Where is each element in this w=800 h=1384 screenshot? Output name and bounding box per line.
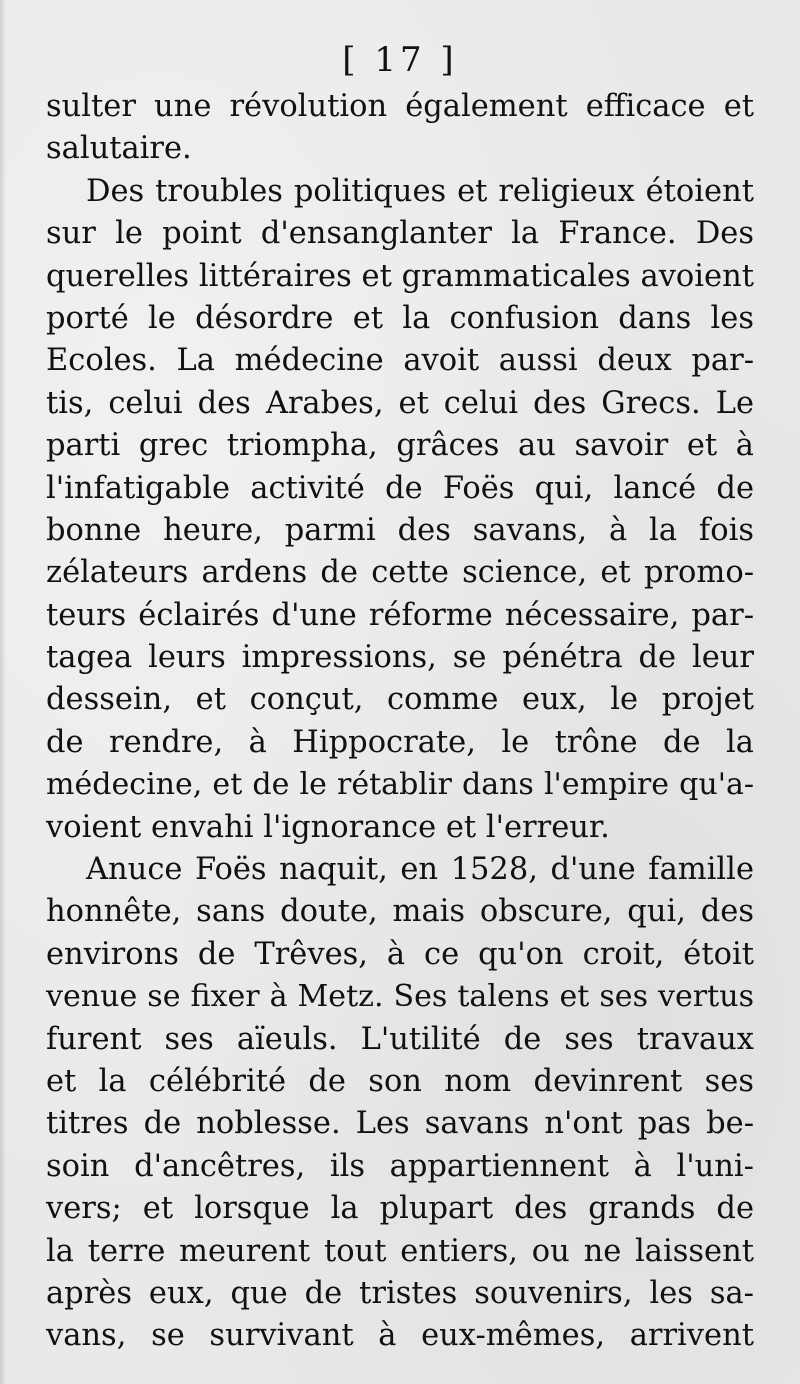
- paragraph: [46, 849, 754, 1358]
- text-line: salutaire.: [46, 131, 192, 167]
- page-number: [ 17 ]: [342, 40, 458, 80]
- text-line: médecine, et de le rétablir dans l'empire qu'a-: [46, 767, 754, 803]
- text-line: teurs éclairés d'une réforme nécessaire, par-: [46, 597, 754, 633]
- text-line: Ecoles. La médecine avoit aussi deux par-: [46, 343, 754, 379]
- text-line: sur le point d'ensanglanter la France. Des: [46, 216, 754, 252]
- text-line: porté le désordre et la confusion dans les: [46, 300, 754, 336]
- text-line: tis, celui des Arabes, et celui des Grecs. Le: [46, 385, 754, 421]
- text-line: environs de Trêves, à ce qu'on croit, étoit: [46, 936, 754, 972]
- text-line: de rendre, à Hippocrate, le trône de la: [46, 724, 754, 760]
- body-text: [46, 86, 754, 1358]
- text-line: tagea leurs impressions, se pénétra de leur: [46, 640, 754, 676]
- text-line: sulter une révolution également efficace et: [46, 89, 754, 124]
- text-line: zélateurs ardens de cette science, et promo-: [46, 555, 754, 591]
- text-line: venue se fixer à Metz. Ses talens et ses vertus: [46, 979, 754, 1015]
- text-line: vers; et lorsque la plupart des grands de: [46, 1191, 754, 1227]
- text-line: voient envahi l'ignorance et l'erreur.: [46, 809, 610, 845]
- text-line: l'infatigable activité de Foës qui, lancé de: [46, 470, 754, 506]
- text-line: parti grec triompha, grâces au savoir et à: [46, 428, 754, 464]
- text-line: dessein, et conçut, comme eux, le projet: [46, 682, 754, 718]
- text-line: après eux, que de tristes souvenirs, les sa-: [46, 1275, 754, 1311]
- text-line: titres de noblesse. Les savans n'ont pas be-: [46, 1106, 754, 1142]
- text-line: querelles littéraires et grammaticales avoient: [46, 258, 754, 294]
- text-line: la terre meurent tout entiers, ou ne laissent: [46, 1233, 754, 1269]
- paragraph: [46, 86, 754, 171]
- text-line: vans, se survivant à eux-mêmes, arrivent: [46, 1318, 754, 1354]
- text-line: bonne heure, parmi des savans, à la fois: [46, 512, 754, 548]
- text-line: soin d'ancêtres, ils appartiennent à l'uni-: [46, 1148, 754, 1184]
- text-line: honnête, sans doute, mais obscure, qui, des: [46, 894, 754, 930]
- paragraph: [46, 171, 754, 849]
- text-line: et la célébrité de son nom devinrent ses: [46, 1063, 754, 1099]
- text-line: Anuce Foës naquit, en 1528, d'une famille: [86, 852, 754, 888]
- text-line: Des troubles politiques et religieux étoient: [86, 173, 754, 209]
- text-line: furent ses aïeuls. L'utilité de ses travaux: [46, 1021, 754, 1057]
